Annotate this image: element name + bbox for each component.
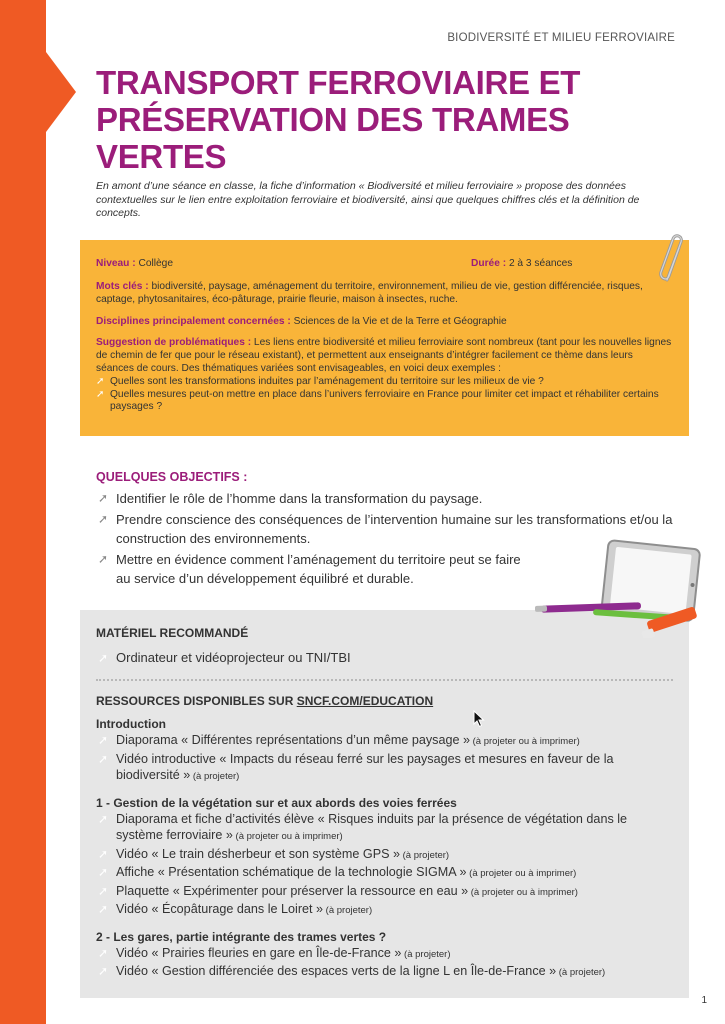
arrow-icon: ➚ (98, 846, 109, 861)
arrow-icon: ➚ (96, 388, 105, 400)
arrow-icon: ➚ (98, 811, 109, 826)
resource-item: ➚ Vidéo « Écopâturage dans le Loiret » (à projeter) (98, 902, 373, 916)
paperclip-icon (655, 232, 691, 292)
section-heading: 2 - Les gares, partie intégrante des trames vertes ? (96, 929, 387, 944)
title-line-1: TRANSPORT FERROVIAIRE ET (96, 64, 581, 101)
level-row (96, 258, 673, 271)
left-accent-bar (0, 0, 46, 1024)
sncf-education-link[interactable]: SNCF.COM/EDUCATION (296, 694, 434, 708)
header-tag: BIODIVERSITÉ ET MILIEU FERROVIAIRE (447, 32, 675, 44)
arrow-icon: ➚ (98, 945, 109, 960)
objective-item: ➚ Prendre conscience des conséquences de l’intervention humaine sur les transformations et/ou la construction des environnements. (98, 512, 673, 546)
objective-item: ➚ Identifier le rôle de l’homme dans la transformation du paysage. (98, 491, 483, 506)
info-box (80, 240, 689, 436)
question-item: ➚ Quelles mesures peut-on mettre en place dans l’univers ferroviaire en France pour limiter cet impact et réhabiliter certains paysages ? (96, 388, 659, 413)
material-item: ➚ Ordinateur et vidéoprojecteur ou TNI/TBI (98, 650, 351, 665)
mouse-cursor-icon (473, 710, 485, 728)
resource-item: ➚ Vidéo « Le train désherbeur et son système GPS » (à projeter) (98, 846, 450, 861)
page-title (96, 64, 696, 175)
duration: Durée : 2 à 3 séances (471, 258, 573, 269)
level: Niveau : Collège (96, 258, 174, 269)
arrow-icon: ➚ (98, 865, 109, 879)
resource-item: ➚ Vidéo introductive « Impacts du réseau ferré sur les paysages et mesures en faveur de la biodiversité » (à projeter) (98, 751, 614, 782)
left-accent-arrow (46, 52, 76, 132)
section-heading: Introduction (96, 717, 166, 731)
arrow-icon: ➚ (96, 375, 105, 387)
page-number: 1 (701, 995, 707, 1006)
material-title: MATÉRIEL RECOMMANDÉ (96, 626, 249, 640)
arrow-icon: ➚ (98, 552, 109, 566)
tablet-pens-illustration (535, 538, 715, 638)
resource-item: ➚ Vidéo « Prairies fleuries en gare en Île-de-France » (à projeter) (98, 945, 451, 960)
arrow-icon: ➚ (98, 491, 109, 505)
title-line-2: PRÉSERVATION DES TRAMES VERTES (96, 101, 570, 175)
resource-item: ➚ Vidéo « Gestion différenciée des espaces verts de la ligne L en Île-de-France » (à projeter) (98, 964, 606, 978)
intro-text: En amont d’une séance en classe, la fiche d’information « Biodiversité et milieu ferroviaire » propose des données contextuelles sur le lien entre exploitation ferroviaire et biodiversité, ainsi que quelques chiffres clés et la définition de concepts. (96, 180, 640, 219)
arrow-icon: ➚ (98, 902, 109, 916)
arrow-icon: ➚ (98, 883, 109, 898)
resource-item: ➚ Diaporama « Différentes représentations d’un même paysage » (à projeter ou à imprimer) (98, 733, 580, 747)
objectives-title: QUELQUES OBJECTIFS : (96, 470, 248, 484)
resources-title: RESSOURCES DISPONIBLES SUR SNCF.COM/EDUCATION (96, 694, 434, 708)
resource-item: ➚ Affiche « Présentation schématique de la technologie SIGMA » (à projeter ou à imprimer) (98, 865, 577, 879)
objective-item: ➚ Mettre en évidence comment l’aménagement du territoire peut se faire au service d’un développement équilibré et durable. (98, 552, 521, 586)
arrow-icon: ➚ (98, 751, 109, 766)
arrow-icon: ➚ (98, 512, 109, 526)
arrow-icon: ➚ (98, 964, 109, 978)
dotted-divider (96, 679, 673, 681)
resource-item: ➚ Diaporama et fiche d’activités élève « Risques induits par la présence de végétation dans le système ferroviaire » (à projeter ou à imprimer) (98, 811, 628, 842)
problematics: Suggestion de problématiques : Les liens entre biodiversité et milieu ferroviaire sont nombreux (tant pour les nouvelles lignes de chemin de fer que pour le réseau existant), et permettent aux enseignants d’intégrer facilement ce thème dans leurs séances de cours. Des thématiques variées sont envisageables, en voici deux exemples : (96, 337, 672, 374)
keywords: Mots clés : biodiversité, paysage, aménagement du territoire, environnement, milieu de vie, gestion différenciée, risques, captage, phytosanitaires, éco-pâturage, prairie fleurie, maison à insectes, ruche. (96, 281, 643, 305)
arrow-icon: ➚ (98, 733, 109, 747)
resources-box (80, 610, 689, 998)
arrow-icon: ➚ (98, 651, 109, 665)
disciplines: Disciplines principalement concernées : Sciences de la Vie et de la Terre et Géographie (96, 315, 507, 327)
resource-item: ➚ Plaquette « Expérimenter pour préserver la ressource en eau » (à projeter ou à imprimer) (98, 883, 578, 898)
section-heading: 1 - Gestion de la végétation sur et aux abords des voies ferrées (96, 795, 457, 810)
question-item: ➚ Quelles sont les transformations induites par l’aménagement du territoire sur les milieux de vie ? (96, 375, 544, 387)
